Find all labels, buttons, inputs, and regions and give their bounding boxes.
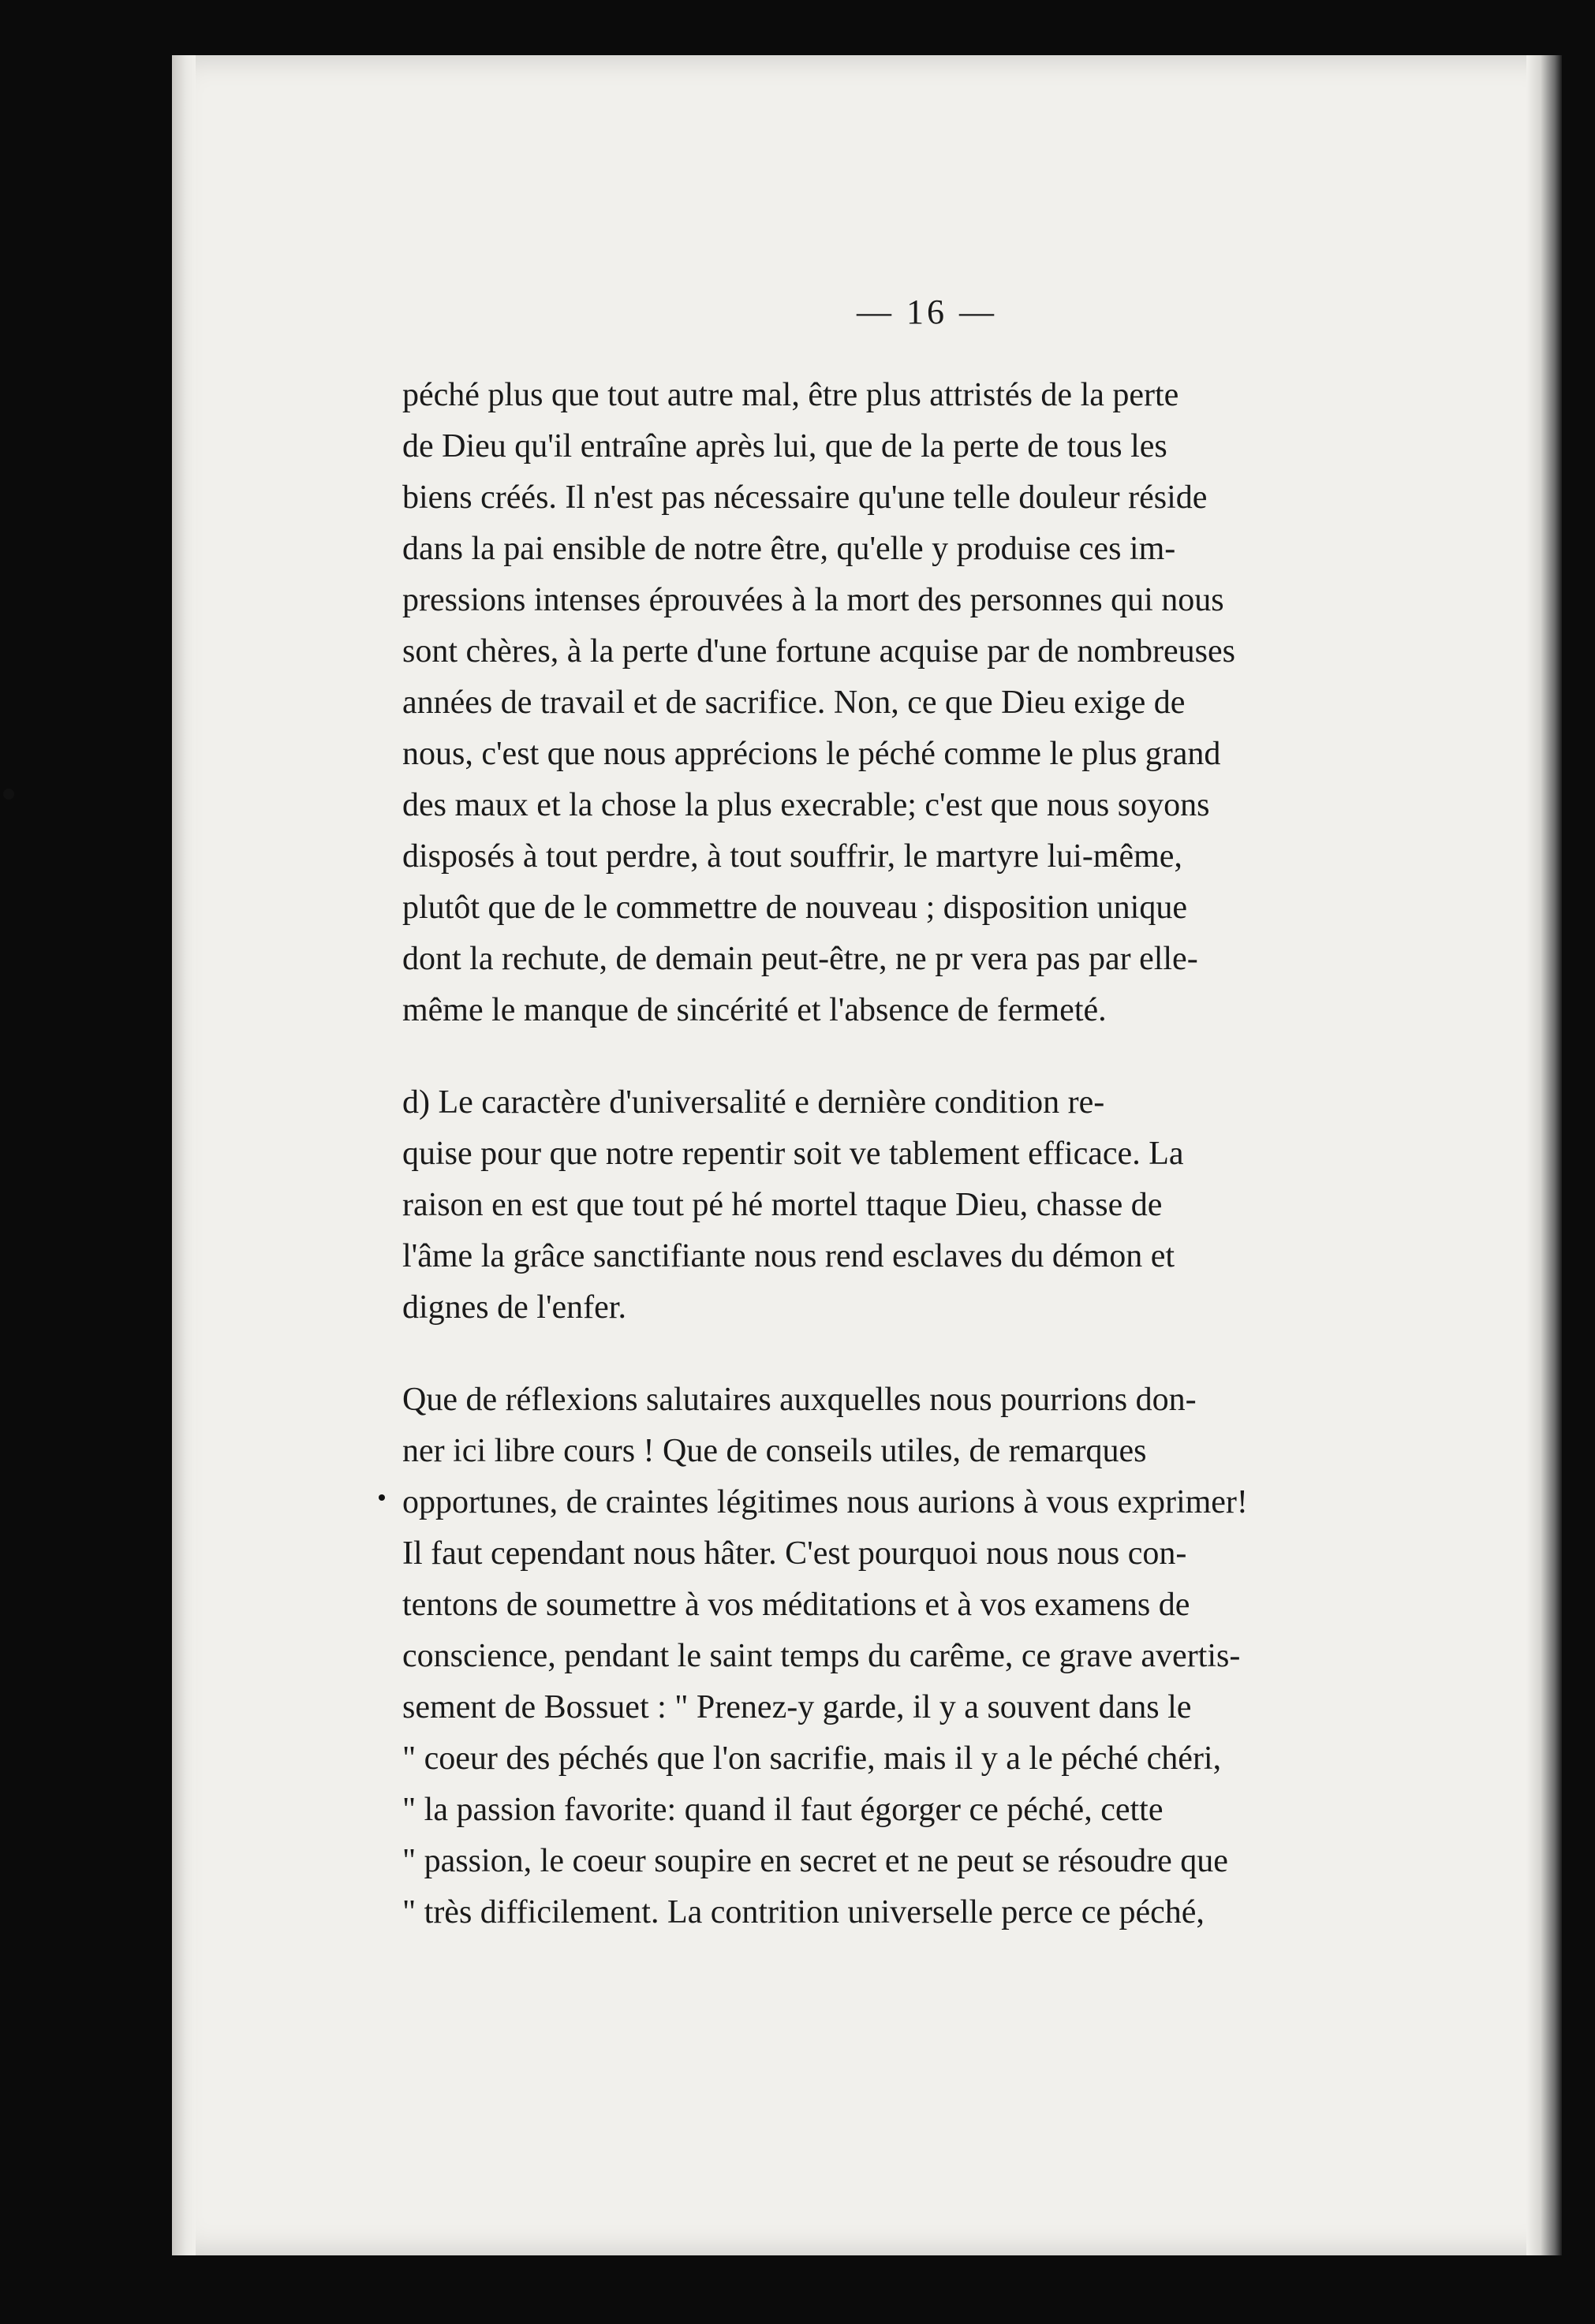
- page-gutter-shadow: [172, 55, 196, 2255]
- paragraph-3: Que de réflexions salutaires auxquelles nous pourrions don- ner ici libre cours ! Que de conseils utiles, de remarques opportunes, de craintes légitimes nous aurions à vous exprimer! Il faut cependant nous hâter. C'est pourquoi nous nous con- tentons de soumettre à vos méditations et à vos examens de conscience, pendant le saint temps du carême, ce grave avertis- sement de Bossuet : " Prenez-y garde, il y a souvent dans le " coeur des péchés que l'on sacrifie, mais il y a le péché chéri, " la passion favorite: quand il faut égorger ce péché, cette " passion, le coeur soupire en secret et ne peut se résoudre que " très difficilement. La contrition universelle perce ce péché,: [402, 1382, 1248, 1930]
- scan-speck: [379, 1494, 385, 1501]
- page-number: — 16 —: [857, 293, 997, 331]
- paragraph-1: péché plus que tout autre mal, être plus attristés de la perte de Dieu qu'il entraîne après lui, que de la perte de tous les biens créés. Il n'est pas nécessaire qu'une telle douleur réside dans la pai ensible de notre être, qu'elle y produise ces im- pressions intenses éprouvées à la mort des personnes qui nous sont chères, à la perte d'une fortune acquise par de nombreuses années de travail et de sacrifice. Non, ce que Dieu exige de nous, c'est que nous apprécions le péché comme le plus grand des maux et la chose la plus execrable; c'est que nous soyons disposés à tout perdre, à tout souffrir, le martyre lui-même, plutôt que de le commettre de nouveau ; disposition unique dont la rechute, de demain peut-être, ne pr vera pas par elle- même le manque de sincérité et l'absence de fermeté.: [402, 377, 1235, 1028]
- page-right-edge: [1526, 55, 1562, 2255]
- page-text: [402, 292, 1444, 1938]
- paragraph-2: d) Le caractère d'universalité e dernière condition re- quise pour que notre repentir soit ve tablement efficace. La raison en est que tout pé hé mortel ttaque Dieu, chasse de l'âme la grâce sanctifiante nous rend esclaves du démon et dignes de l'enfer.: [402, 1084, 1184, 1326]
- scan-speck: [3, 789, 14, 800]
